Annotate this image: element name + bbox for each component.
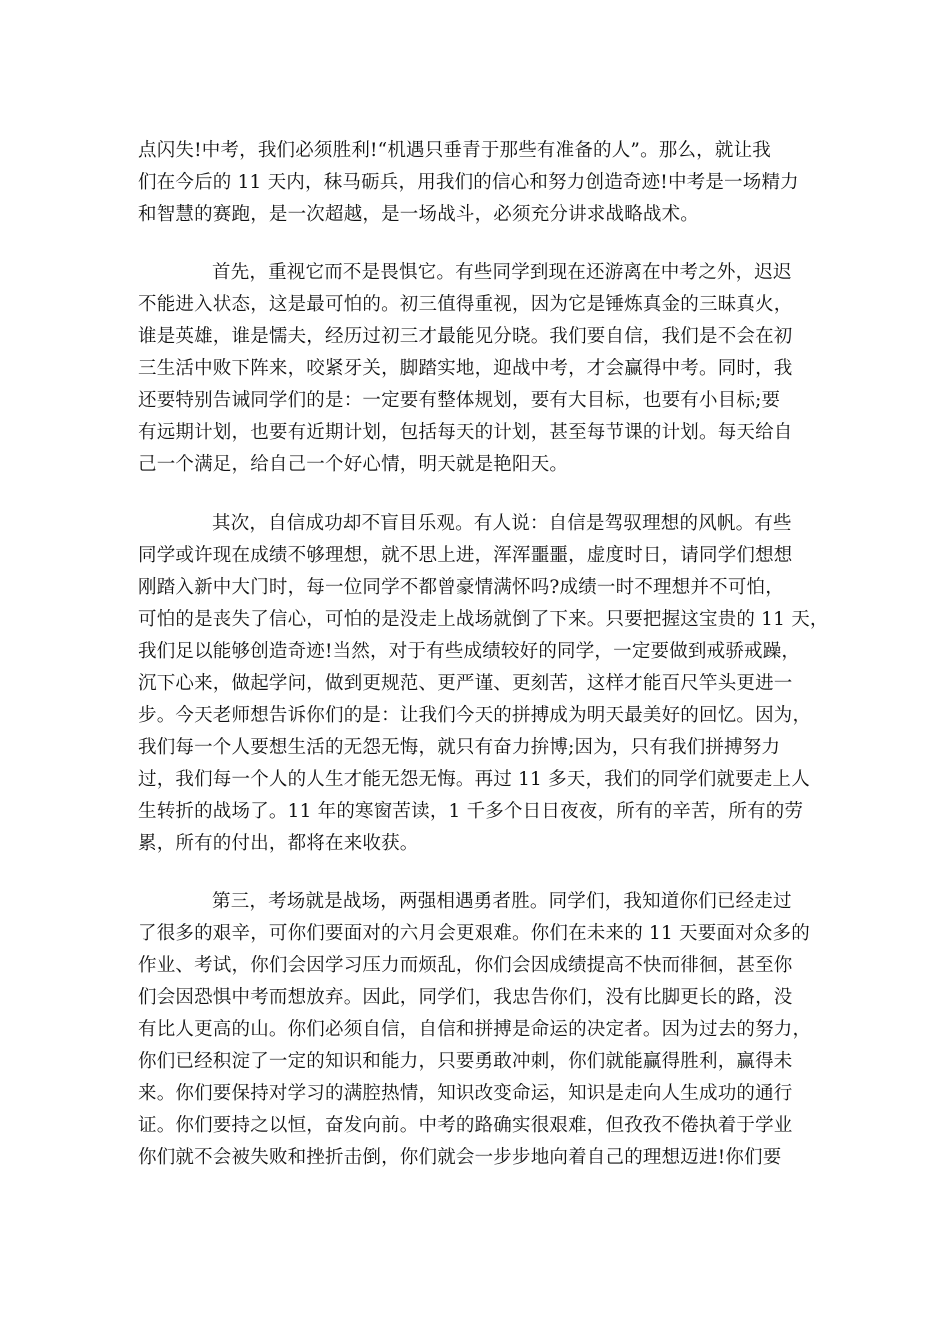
text-line: 点闪失!中考，我们必须胜利!“机遇只垂青于那些有准备的人”。那么，就让我 bbox=[138, 140, 771, 161]
text-line: 可怕的是丧失了信心，可怕的是没走上战场就倒了下来。只要把握这宝贵的 11 天， bbox=[138, 609, 829, 630]
text-line: 们在今后的 11 天内，秣马砺兵，用我们的信心和努力创造奇迹!中考是一场精力 bbox=[138, 172, 799, 193]
paragraph-first bbox=[138, 257, 818, 481]
text-line: 们会因恐惧中考而想放弃。因此，同学们，我忠告你们，没有比脚更长的路，没 bbox=[138, 987, 793, 1008]
text-line: 和智慧的赛跑，是一次超越，是一场战斗，必须充分讲求战略战术。 bbox=[138, 204, 700, 225]
text-line: 证。你们要持之以恒，奋发向前。中考的路确实很艰难，但孜孜不倦执着于学业 bbox=[138, 1115, 793, 1136]
text-line: 还要特别告诫同学们的是：一定要有整体规划，要有大目标，也要有小目标;要 bbox=[138, 390, 781, 411]
text-line: 有远期计划，也要有近期计划，包括每天的计划，甚至每节课的计划。每天给自 bbox=[138, 422, 793, 443]
text-line: 累，所有的付出，都将在来收获。 bbox=[138, 833, 419, 854]
text-line: 其次，自信成功却不盲目乐观。有人说：自信是驾驭理想的风帆。有些 bbox=[212, 513, 792, 534]
text-line: 刚踏入新中大门时，每一位同学不都曾豪情满怀吗?成绩一时不理想并不可怕， bbox=[138, 577, 784, 598]
text-line: 我们足以能够创造奇迹!当然，对于有些成绩较好的同学，一定要做到戒骄戒躁， bbox=[138, 641, 801, 662]
text-line: 我们每一个人要想生活的无怨无悔，就只有奋力拚博;因为，只有我们拼搏努力 bbox=[138, 737, 781, 758]
text-line: 谁是英雄，谁是懦夫，经历过初三才最能见分晓。我们要自信，我们是不会在初 bbox=[138, 326, 793, 347]
text-line: 不能进入状态，这是最可怕的。初三值得重视，因为它是锤炼真金的三昧真火， bbox=[138, 294, 793, 315]
paragraph-second bbox=[138, 508, 829, 860]
text-line: 生转折的战场了。11 年的寒窗苦读，1 千多个日日夜夜，所有的辛苦，所有的劳 bbox=[138, 801, 804, 822]
text-line: 三生活中败下阵来，咬紧牙关，脚踏实地，迎战中考，才会赢得中考。同时，我 bbox=[138, 358, 793, 379]
text-line: 同学或许现在成绩不够理想，就不思上进，浑浑噩噩，虚度时日，请同学们想想 bbox=[138, 545, 793, 566]
text-line: 了很多的艰辛，可你们要面对的六月会更艰难。你们在未来的 11 天要面对众多的 bbox=[138, 923, 810, 944]
text-line: 作业、考试，你们会因学习压力而烦乱，你们会因成绩提高不快而徘徊，甚至你 bbox=[138, 955, 793, 976]
paragraph-third bbox=[138, 886, 818, 1174]
text-line: 步。今天老师想告诉你们的是：让我们今天的拼搏成为明天最美好的回忆。因为， bbox=[138, 705, 812, 726]
paragraph-intro bbox=[138, 135, 818, 231]
text-line: 第三，考场就是战场，两强相遇勇者胜。同学们，我知道你们已经走过 bbox=[212, 891, 792, 912]
text-line: 你们就不会被失败和挫折击倒，你们就会一步步地向着自己的理想迈进!你们要 bbox=[138, 1147, 782, 1168]
text-line: 过，我们每一个人的人生才能无怨无悔。再过 11 多天，我们的同学们就要走上人 bbox=[138, 769, 810, 790]
text-line: 来。你们要保持对学习的满腔热情，知识改变命运，知识是走向人生成功的通行 bbox=[138, 1083, 793, 1104]
text-line: 有比人更高的山。你们必须自信，自信和拼搏是命运的决定者。因为过去的努力， bbox=[138, 1019, 812, 1040]
text-line: 你们已经积淀了一定的知识和能力，只要勇敢冲刺，你们就能赢得胜利，赢得未 bbox=[138, 1051, 793, 1072]
text-line: 己一个满足，给自己一个好心情，明天就是艳阳天。 bbox=[138, 454, 569, 475]
text-line: 沉下心来，做起学问，做到更规范、更严谨、更刻苦，这样才能百尺竿头更进一 bbox=[138, 673, 793, 694]
text-line: 首先，重视它而不是畏惧它。有些同学到现在还游离在中考之外，迟迟 bbox=[212, 262, 792, 283]
